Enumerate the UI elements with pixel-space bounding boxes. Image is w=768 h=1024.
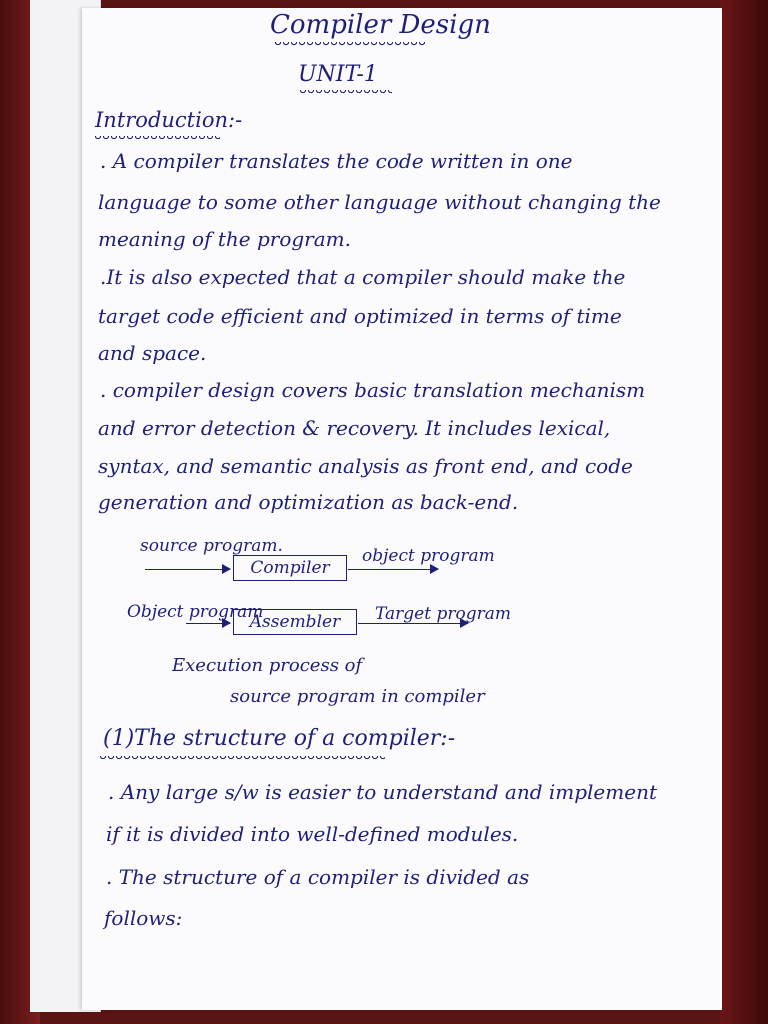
introduction-heading: Introduction:- xyxy=(95,108,243,132)
notebook-page xyxy=(82,8,722,1010)
structure-line-1: . Any large s/w is easier to understand and implement xyxy=(108,780,657,804)
structure-line-4: follows: xyxy=(104,906,183,930)
intro-line-4: .It is also expected that a compiler should make the xyxy=(100,265,626,289)
structure-line-3: . The structure of a compiler is divided as xyxy=(106,865,530,889)
arrow-to-compiler xyxy=(145,569,230,570)
arrow-from-assembler xyxy=(358,623,468,624)
background-right xyxy=(720,0,768,1024)
diagram-object-program-label: object program xyxy=(362,546,495,566)
unit-heading: UNIT-1 xyxy=(298,62,378,87)
intro-line-6: and space. xyxy=(98,341,207,365)
arrow-to-assembler xyxy=(186,623,230,624)
introduction-underline xyxy=(95,136,220,142)
structure-line-2: if it is divided into well-defined modules. xyxy=(106,822,519,846)
unit-underline xyxy=(300,90,392,96)
intro-line-9: syntax, and semantic analysis as front end, and code xyxy=(98,454,633,478)
compiler-box: Compiler xyxy=(233,555,347,581)
intro-line-8: and error detection & recovery. It includes lexical, xyxy=(98,416,611,440)
intro-line-1: . A compiler translates the code written in one xyxy=(100,149,573,173)
title-underline xyxy=(275,42,425,48)
intro-line-3: meaning of the program. xyxy=(98,227,351,251)
intro-line-2: language to some other language without changing the xyxy=(98,190,661,214)
intro-line-7: . compiler design covers basic translation mechanism xyxy=(100,378,646,402)
intro-line-5: target code efficient and optimized in terms of time xyxy=(98,304,622,328)
diagram-target-program-label: Target program xyxy=(375,604,511,624)
assembler-box: Assembler xyxy=(233,609,357,635)
structure-underline xyxy=(100,756,385,762)
structure-heading: (1)The structure of a compiler:- xyxy=(103,726,456,751)
intro-line-10: generation and optimization as back-end. xyxy=(98,490,519,514)
arrow-from-compiler xyxy=(348,569,438,570)
diagram-caption-line-2: source program in compiler xyxy=(230,686,485,707)
diagram-caption-line-1: Execution process of xyxy=(172,655,363,676)
diagram-object-program-input-label: Object program xyxy=(127,602,264,622)
page-title: Compiler Design xyxy=(270,10,491,40)
diagram-source-program-label: source program. xyxy=(140,536,283,556)
